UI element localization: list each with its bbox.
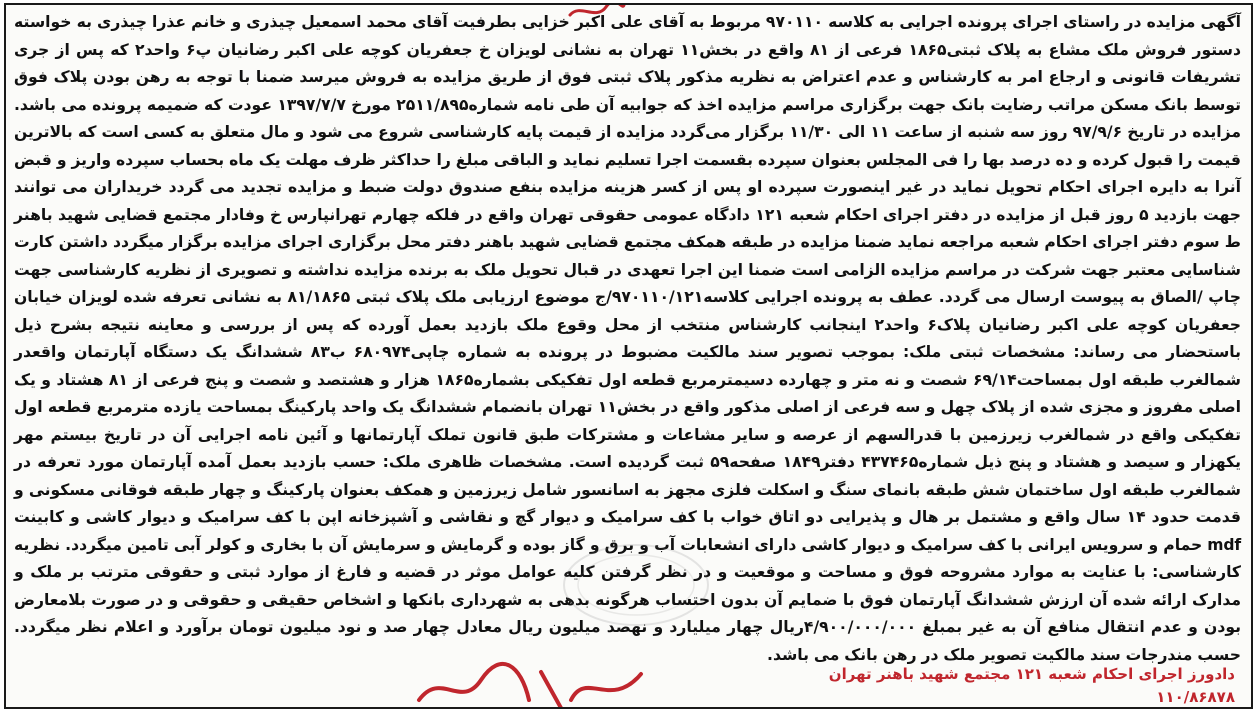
reference-number: ۱۱۰/۸۶۸۷۸ <box>1156 688 1235 706</box>
notice-frame <box>4 3 1253 709</box>
signature-line: دادورز اجرای احکام شعبه ۱۲۱ مجتمع شهید باهنر تهران <box>828 665 1235 683</box>
notice-body-text: آگهی مزایده در راستای اجرای پرونده اجرایی به کلاسه ۹۷۰۱۱۰ مربوط به آقای علی اکبر خزایی بطرفیت آقای محمد اسمعیل چیذری و خانم عذرا چیذری به خواسته دستور فروش ملک مشاع به پلاک ثبتی۱۸۶۵ فرعی از ۸۱ واقع در بخش۱۱ تهران به نشانی لویزان خ جعفریان کوچه علی اکبر رضانیان پ۶ واحد۲ که پس از جری تشریفات قانونی و ارجاع امر به کارشناس و عدم اعتراض به نظریه مذکور پلاک ثبتی فوق از طریق مزایده به فروش میرسد ضمنا با توجه به رهن بودن پلاک فوق توسط بانک مسکن مراتب رضایت بانک جهت برگزاری مراسم مزایده اخذ که جوابیه آن طی نامه شماره۲۵۱۱/۸۹۵ مورخ ۱۳۹۷/۷/۷ عودت که ضمیمه پرونده می باشد. مزایده در تاریخ ۹۷/۹/۶ روز سه شنبه از ساعت ۱۱ الی ۱۱/۳۰ برگزار می‌گردد مزایده از قیمت پایه کارشناسی شروع می شود و مال متعلق به کسی است که بالاترین قیمت را قبول کرده و ده درصد بها را فی المجلس بعنوان سپرده بقسمت اجرا تسلیم نماید و الباقی مبلغ را حداکثر ظرف مهلت یک ماه بحساب سپرده واریز و قبض آنرا به دایره اجرای احکام تحویل نماید در غیر اینصورت سپرده او پس از کسر هزینه مزایده بنفع صندوق دولت ضبط و مزایده تجدید می گردد خریداران می توانند جهت بازدید ۵ روز قبل از مزایده در دفتر اجرای احکام شعبه ۱۲۱ دادگاه عمومی حقوقی تهران واقع در فلکه چهارم تهرانپارس خ وفادار مجتمع قضایی شهید باهنر ط سوم دفتر اجرای احکام شعبه مراجعه نماید ضمنا مزایده در طبقه همکف مجتمع قضایی شهید باهنر دفتر محل برگزاری اجرای مزایده برگزار میگردد داشتن کارت شناسایی معتبر جهت شرکت در مراسم مزایده الزامی است ضمنا این اجرا تعهدی در قبال تحویل ملک به برنده مزایده نداشته و تصویری از نظریه کارشناسی جهت چاپ /الصاق به پیوست ارسال می گردد. عطف به پرونده اجرایی کلاسه۹۷۰۱۱۰/۱۲۱/ج موضوع ارزیابی ملک پلاک ثبتی ۸۱/۱۸۶۵ به نشانی تعرفه شده لویزان خیابان جعفریان کوچه علی اکبر رضانیان پلاک۶ واحد۲ اینجانب کارشناس منتخب از محل وقوع ملک بازدید بعمل آورده که پس از بررسی و معاینه نتیجه بشرح ذیل باستحضار می رساند: مشخصات ثبتی ملک: بموجب تصویر سند مالکیت مضبوط در پرونده به شماره چاپی۶۸۰۹۷۴ ب۸۳ ششدانگ یک دستگاه آپارتمان واقعدر شمالغرب طبقه اول بمساحت۶۹/۱۴ شصت و نه متر و چهارده دسیمترمربع قطعه اول تفکیکی بشماره۱۸۶۵ هزار و هشتصد و شصت و پنج فرعی از ۸۱ هشتاد و یک اصلی مفروز و مجزی شده از پلاک چهل و سه فرعی از اصلی مذکور واقع در بخش۱۱ تهران بانضمام ششدانگ یک واحد پارکینگ بمساحت یازده مترمربع قطعه اول تفکیکی واقع در شمالغرب زیرزمین با قدرالسهم از عرصه و سایر مشاعات و مشترکات طبق قانون تملک آپارتمانها و آئین نامه اجرایی آن در تاریخ بیستم مهر یکهزار و سیصد و هشتاد و پنج ذیل شماره۴۳۷۴۶۵ دفتر۱۸۴۹ صفحه۵۹ ثبت گردیده است. مشخصات ظاهری ملک: حسب بازدید بعمل آمده آپارتمان مورد تعرفه در شمالغرب طبقه اول ساختمان شش طبقه بانمای سنگ و اسکلت فلزی مجهز به اسانسور شامل زیرزمین و همکف بعنوان پارکینگ و چهار طبقه فوقانی مسکونی و قدمت حدود ۱۴ سال واقع و مشتمل بر هال و پذیرایی دو اتاق خواب با کف سرامیک و دیوار گچ و نقاشی و آشپزخانه اپن با کف سرامیک و دیوار کاشی و کابینت mdf حمام و سرویس ایرانی با کف سرامیک و دیوار کاشی دارای انشعابات آب و برق و گاز بوده و گرمایش و سرمایش آن با بخاری و کولر آبی تامین میگردد. نظریه کارشناسی: با عنایت به موارد مشروحه فوق و مساحت و موقعیت و در نظر گرفتن کلیه عوامل موثر در قضیه و فارغ از موارد ثبتی و حقوقی مترتب بر ملک و مدارک ارائه شده آن ارزش ششدانگ آپارتمان فوق با ضمایم آن بدون احتساب هرگونه بدهی به شهرداری بانکها و اشخاص حقیقی و حقوقی و در صورت بلامعارض بودن و عدم انتقال منافع آن به غیر بمبلغ ۴/۹۰۰/۰۰۰/۰۰۰ریال چهار میلیارد و نهصد میلیون ریال معادل چهار صد و نود میلیون تومان برآورد و اعلام نظر میگردد. حسب مندرجات سند مالکیت تصویر ملک در رهن بانک می باشد. <box>14 13 1242 664</box>
notice-body <box>14 9 1241 669</box>
footer-divider <box>12 660 1245 661</box>
